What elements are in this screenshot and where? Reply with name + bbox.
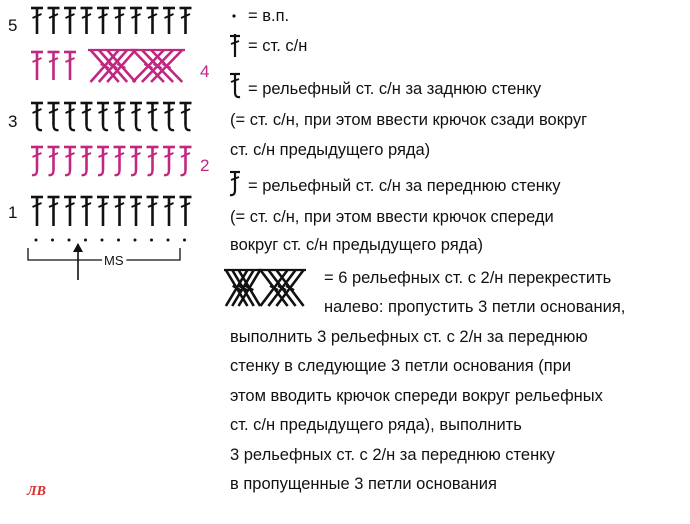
row4-cross-group <box>130 50 185 82</box>
legend-cross-line-3: выполнить 3 рельефных ст. с 2/н за переднюю <box>230 328 588 346</box>
row5-stitch <box>81 8 93 34</box>
row1-stitch <box>48 197 60 226</box>
foundation-chain-dot <box>167 239 170 242</box>
row3-stitch <box>180 103 192 130</box>
author-signature: ЛВ <box>27 484 46 499</box>
legend-chain-text: = в.п. <box>248 7 290 25</box>
cross-stitch-symbol-icon <box>222 266 310 312</box>
legend-cross-line-4: стенку в следующие 3 петли основания (при <box>230 357 572 375</box>
repeat-arrow-head-icon <box>73 243 83 252</box>
legend-fpdc-line-2: (= ст. с/н, при этом ввести крючок спереди <box>230 208 554 226</box>
row3-stitch <box>130 103 142 130</box>
foundation-chain-dot <box>68 239 71 242</box>
row3-stitch <box>31 103 43 130</box>
row1-stitch <box>163 197 175 226</box>
legend-cross-line-7: 3 рельефных ст. с 2/н за переднюю стенку <box>230 446 555 464</box>
row5-stitch <box>130 8 142 34</box>
foundation-chain-dot <box>35 239 38 242</box>
legend-cross-line-2: налево: пропустить 3 петли основания, <box>324 298 626 316</box>
row2-stitch <box>180 147 192 175</box>
legend-dc-text: = ст. с/н <box>248 37 308 55</box>
legend-fpdc-line-3: вокруг ст. с/н предыдущего ряда) <box>230 236 483 254</box>
row-number-2: 2 <box>200 156 210 175</box>
crochet-chart <box>0 0 200 300</box>
legend-cross-line-1: = 6 рельефных ст. с 2/н перекрестить <box>324 269 612 287</box>
row1-stitch <box>81 197 93 226</box>
row5-stitch <box>147 8 159 34</box>
double-crochet-symbol-icon <box>228 32 242 58</box>
row2-stitch <box>114 147 126 175</box>
foundation-chain-dot <box>150 239 153 242</box>
row1-stitch <box>31 197 43 226</box>
row3-stitch <box>163 103 175 130</box>
row3-stitch <box>147 103 159 130</box>
row5-stitch <box>97 8 109 34</box>
row4-stitch <box>64 52 76 80</box>
row5-stitch <box>64 8 76 34</box>
row1-stitch <box>130 197 142 226</box>
foundation-chain-dot <box>134 239 137 242</box>
row5-stitch <box>114 8 126 34</box>
row3-stitch <box>64 103 76 130</box>
row2-stitch <box>97 147 109 175</box>
row5-stitch <box>48 8 60 34</box>
row1-stitch <box>97 197 109 226</box>
legend-bpdc-line-2: (= ст. с/н, при этом ввести крючок сзади вокруг <box>230 111 588 129</box>
row-number-4: 4 <box>200 62 210 81</box>
foundation-chain-dot <box>183 239 186 242</box>
front-post-dc-symbol-icon <box>228 168 242 198</box>
row2-stitch <box>31 147 43 175</box>
row-number-1: 1 <box>8 203 18 222</box>
row1-stitch <box>114 197 126 226</box>
foundation-chain-dot <box>101 239 104 242</box>
row2-stitch <box>81 147 93 175</box>
row2-stitch <box>48 147 60 175</box>
row-number-5: 5 <box>8 16 18 35</box>
foundation-chain-dot <box>117 239 120 242</box>
row3-stitch <box>114 103 126 130</box>
row4-cross-group <box>88 50 138 82</box>
row4-stitch <box>48 52 60 80</box>
legend-cross-line-6: ст. с/н предыдущего ряда), выполнить <box>230 416 522 434</box>
row2-stitch <box>163 147 175 175</box>
row2-stitch <box>147 147 159 175</box>
row5-stitch <box>163 8 175 34</box>
legend-cross-line-8: в пропущенные 3 петли основания <box>230 475 497 493</box>
legend-bpdc-line-3: ст. с/н предыдущего ряда) <box>230 141 431 159</box>
row3-stitch <box>97 103 109 130</box>
legend-cross-line-5: этом вводить крючок спереди вокруг рельефных <box>230 387 603 405</box>
row5-stitch <box>180 8 192 34</box>
row1-stitch <box>64 197 76 226</box>
row1-stitch <box>147 197 159 226</box>
row3-stitch <box>81 103 93 130</box>
row3-stitch <box>48 103 60 130</box>
legend-bpdc-line-1: = рельефный ст. с/н за заднюю стенку <box>248 80 542 98</box>
row2-stitch <box>64 147 76 175</box>
repeat-label: MS <box>104 253 124 268</box>
foundation-chain-dot <box>84 239 87 242</box>
row1-stitch <box>180 197 192 226</box>
legend-fpdc-line-1: = рельефный ст. с/н за переднюю стенку <box>248 177 561 195</box>
row4-stitch <box>31 52 43 80</box>
row2-stitch <box>130 147 142 175</box>
row-number-3: 3 <box>8 112 18 131</box>
foundation-chain-dot <box>51 239 54 242</box>
row5-stitch <box>31 8 43 34</box>
back-post-dc-symbol-icon <box>228 70 242 100</box>
chain-symbol-icon <box>228 8 240 22</box>
